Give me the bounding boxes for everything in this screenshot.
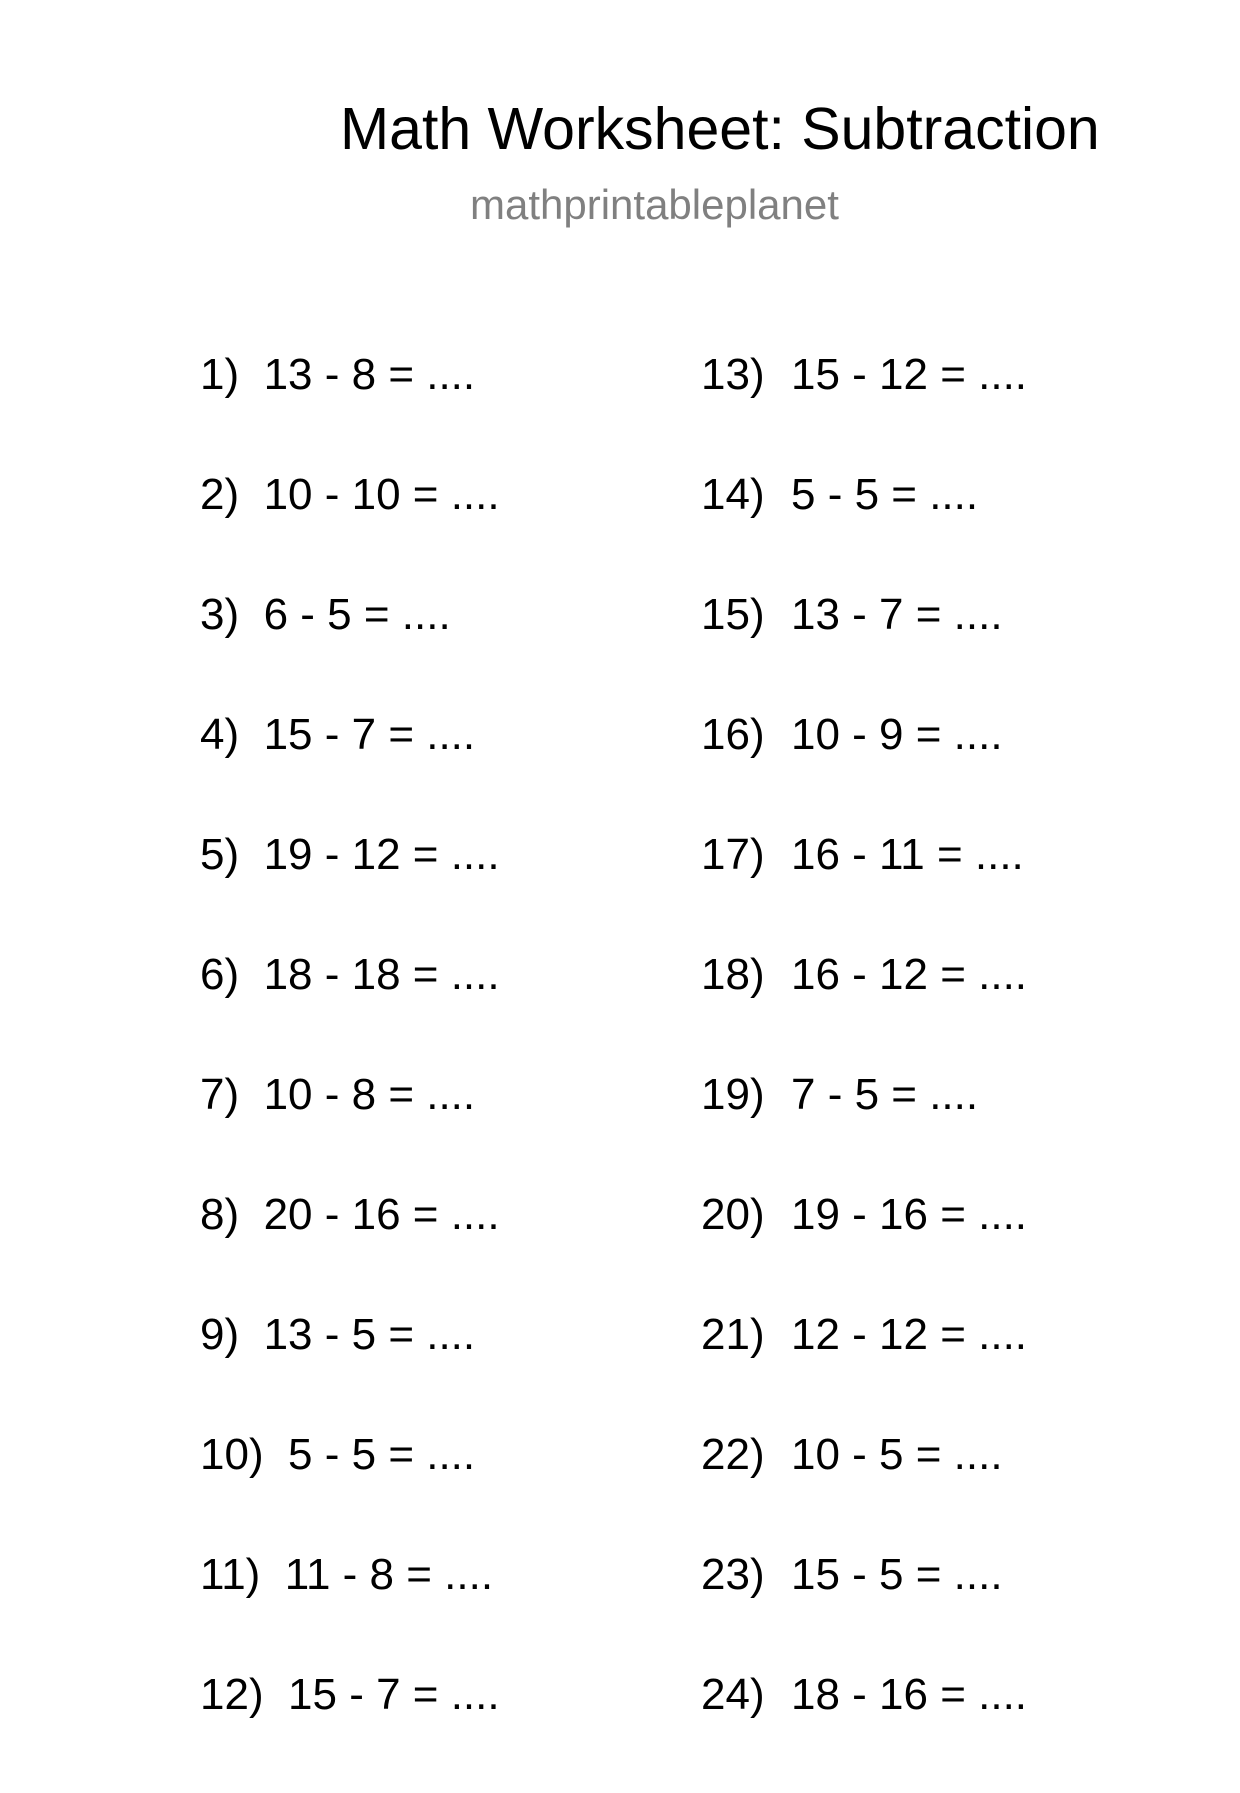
problem-expression: 19 - 16 = .... [791,1190,1028,1239]
problem-number: 17) [701,830,765,879]
problem-12 [200,1670,720,1793]
problem-7 [200,1070,720,1193]
problem-number: 18) [701,950,765,999]
problem-expression: 18 - 18 = .... [263,950,500,999]
problem-expression: 10 - 5 = .... [791,1430,1003,1479]
problem-17 [701,830,1221,953]
problem-number: 23) [701,1550,765,1599]
problem-11 [200,1550,720,1673]
problem-23 [701,1550,1221,1673]
problem-expression: 13 - 5 = .... [263,1310,476,1359]
problem-6 [200,950,720,1073]
page-title: Math Worksheet: Subtraction [340,96,1100,162]
problem-number: 22) [701,1430,765,1479]
problem-expression: 12 - 12 = .... [791,1310,1028,1359]
problem-15 [701,590,1221,713]
problem-expression: 16 - 12 = .... [791,950,1028,999]
problem-expression: 5 - 5 = .... [288,1430,476,1479]
problem-24 [701,1670,1221,1793]
problem-expression: 11 - 8 = .... [284,1550,494,1599]
problem-5 [200,830,720,953]
problem-number: 21) [701,1310,765,1359]
problem-number: 9) [200,1310,240,1359]
problem-number: 8) [200,1190,240,1239]
problem-number: 24) [701,1670,765,1719]
problem-8 [200,1190,720,1313]
problem-10 [200,1430,720,1553]
problem-number: 5) [200,830,240,879]
problem-number: 11) [200,1550,261,1599]
problem-13 [701,350,1221,473]
problem-expression: 10 - 8 = .... [263,1070,476,1119]
problem-number: 19) [701,1070,765,1119]
problem-3 [200,590,720,713]
problem-22 [701,1430,1221,1553]
problem-expression: 15 - 12 = .... [791,350,1028,399]
problem-9 [200,1310,720,1433]
problem-expression: 15 - 7 = .... [288,1670,500,1719]
problem-1 [200,350,720,473]
problem-expression: 5 - 5 = .... [791,470,979,519]
problem-expression: 10 - 10 = .... [263,470,500,519]
problem-number: 15) [701,590,765,639]
problem-list [0,350,1240,1719]
problem-number: 13) [701,350,765,399]
problem-number: 10) [200,1430,264,1479]
problem-16 [701,710,1221,833]
problem-column-right [701,350,1221,1793]
problem-21 [701,1310,1221,1433]
problem-column-left [200,350,720,1793]
problem-number: 14) [701,470,765,519]
problem-expression: 18 - 16 = .... [791,1670,1028,1719]
problem-expression: 13 - 8 = .... [263,350,476,399]
problem-number: 3) [200,590,240,639]
problem-number: 7) [200,1070,240,1119]
problem-number: 20) [701,1190,765,1239]
problem-expression: 20 - 16 = .... [263,1190,500,1239]
problem-expression: 13 - 7 = .... [791,590,1003,639]
problem-expression: 15 - 7 = .... [263,710,476,759]
problem-number: 12) [200,1670,264,1719]
problem-number: 16) [701,710,765,759]
problem-18 [701,950,1221,1073]
problem-expression: 16 - 11 = .... [791,830,1024,879]
problem-19 [701,1070,1221,1193]
problem-number: 6) [200,950,240,999]
problem-4 [200,710,720,833]
problem-number: 2) [200,470,240,519]
problem-expression: 19 - 12 = .... [263,830,500,879]
page-subtitle: mathprintableplanet [470,181,839,228]
problem-14 [701,470,1221,593]
problem-expression: 6 - 5 = .... [263,590,451,639]
problem-number: 1) [200,350,240,399]
problem-expression: 10 - 9 = .... [791,710,1003,759]
problem-20 [701,1190,1221,1313]
problem-2 [200,470,720,593]
problem-number: 4) [200,710,240,759]
problem-expression: 15 - 5 = .... [791,1550,1003,1599]
problem-expression: 7 - 5 = .... [791,1070,979,1119]
